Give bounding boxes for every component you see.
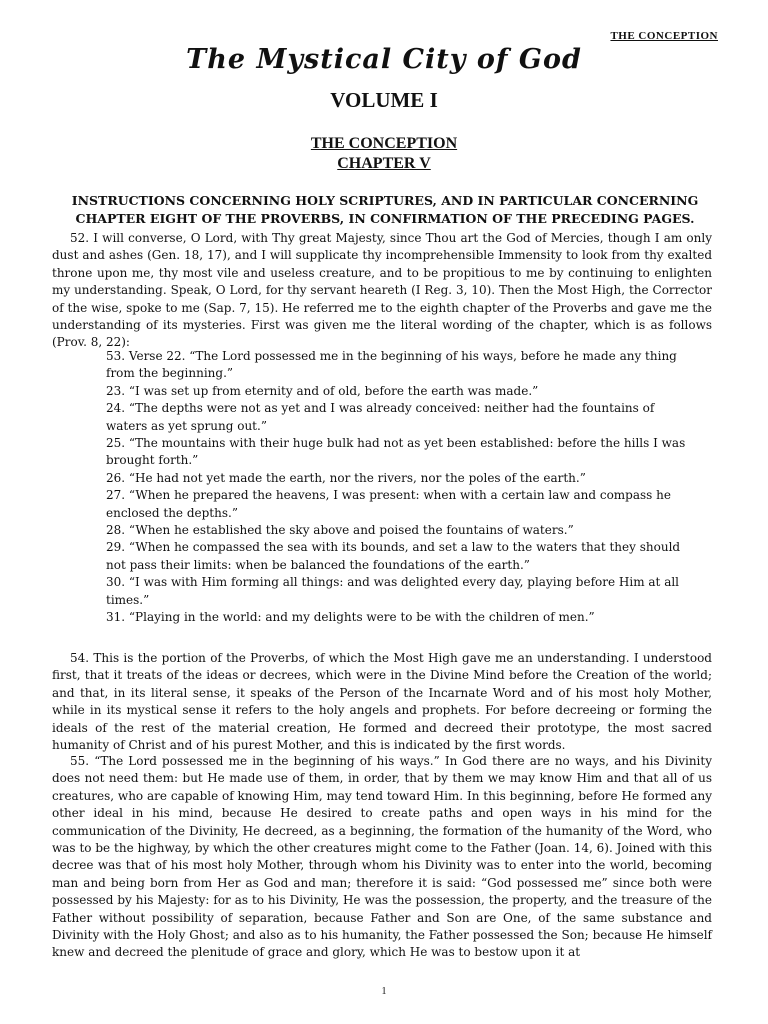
chapter-instructions: INSTRUCTIONS CONCERNING HOLY SCRIPTURES, AND IN PARTICULAR CONCERNING CHAPTER EIGHT OF THE PROVERBS, IN CONFIRMATION OF THE PRECEDING PAGES. (71, 193, 699, 226)
verse-item: 24. “The depths were not as yet and I was already conceived: neither had the fountains of waters as yet sprung out.” (106, 401, 655, 433)
volume-title: VOLUME I (330, 88, 438, 112)
verse-item: 31. “Playing in the world: and my delights were to be with the children of men.” (106, 610, 595, 625)
part-title: THE CONCEPTION (310, 135, 458, 152)
verse-item: 23. “I was set up from eternity and of old, before the earth was made.” (106, 383, 539, 398)
chapter-title: CHAPTER V (337, 155, 431, 172)
verse-list (106, 348, 686, 627)
verse-item: 26. “He had not yet made the earth, nor the rivers, nor the poles of the earth.” (106, 470, 586, 485)
verse-item: 30. “I was with Him forming all things: and was delighted every day, playing before Him at all times.” (106, 575, 680, 607)
verse-item: 53. Verse 22. “The Lord possessed me in the beginning of his ways, before he made any thing from the beginning.” (106, 349, 677, 381)
verse-item: 29. “When he compassed the sea with its bounds, and set a law to the waters that they should not pass their limits: when be balanced the foundations of the earth.” (106, 540, 681, 572)
paragraph-55: 55. “The Lord possessed me in the beginning of his ways.” In God there are no ways, and his Divinity does not need them: but He made use of them, in order, that by them we may know Him and that all of us creatures, who are capable of knowing Him, may tend toward Him. In this beginning, before He formed any other ideal in his mind, because He desired to create paths and open ways in his mind for the communication of the Divinity, He decreed, as a beginning, the formation of the humanity of the Word, who was to be the highway, by which the other creatures might come to the Father (Joan. 14, 6). Joined with this decree was that of his most holy Mother, through whom his Divinity was to enter into the world, becoming man and being born from Her as God and man; therefore it is said: “God possessed me” since both were possessed by his Majesty: for as to his Divinity, He was the possession, the property, and the treasure of the Father without possibility of separation, because Father and Son are One, of the same substance and Divinity with the Holy Ghost; and also as to his humanity, the Father possessed the Son; because He himself knew and decreed the plenitude of grace and glory, which He was to bestow upon it at (52, 754, 712, 960)
page-number: 1 (381, 986, 387, 997)
running-head: THE CONCEPTION (610, 30, 718, 42)
verse-item: 28. “When he established the sky above and poised the fountains of waters.” (106, 523, 574, 538)
book-title: The Mystical City of God (186, 44, 582, 75)
paragraph-54: 54. This is the portion of the Proverbs, of which the Most High gave me an understanding. I understood first, that it treats of the ideas or decrees, which were in the Divine Mind before the Creation of the world; and that, in its literal sense, it speaks of the Person of the Incarnate Word and of his most holy Mother, while in its mystical sense it refers to the holy angels and prophets. For before decreeing or forming the ideals of the rest of the material creation, He formed and decreed their prototype, the most sacred humanity of Christ and of his purest Mother, and this is indicated by the first words. (52, 651, 712, 753)
verse-item: 25. “The mountains with their huge bulk had not as yet been established: before the hills I was brought forth.” (106, 436, 686, 468)
verse-item: 27. “When he prepared the heavens, I was present: when with a certain law and compass he enclosed the depths.” (106, 488, 671, 520)
paragraph-52: 52. I will converse, O Lord, with Thy great Majesty, since Thou art the God of Mercies, though I am only dust and ashes (Gen. 18, 17), and I will supplicate thy incomprehensible Immensity to look from thy exalted throne upon me, thy most vile and useless creature, and to be propitious to me by continuing to enlighten my understanding. Speak, O Lord, for thy servant heareth (I Reg. 3, 10). Then the Most High, the Corrector of the wise, spoke to me (Sap. 7, 15). He referred me to the eighth chapter of the Proverbs and gave me the understanding of its mysteries. First was given me the literal wording of the chapter, which is as follows (Prov. 8, 22): (52, 231, 712, 350)
